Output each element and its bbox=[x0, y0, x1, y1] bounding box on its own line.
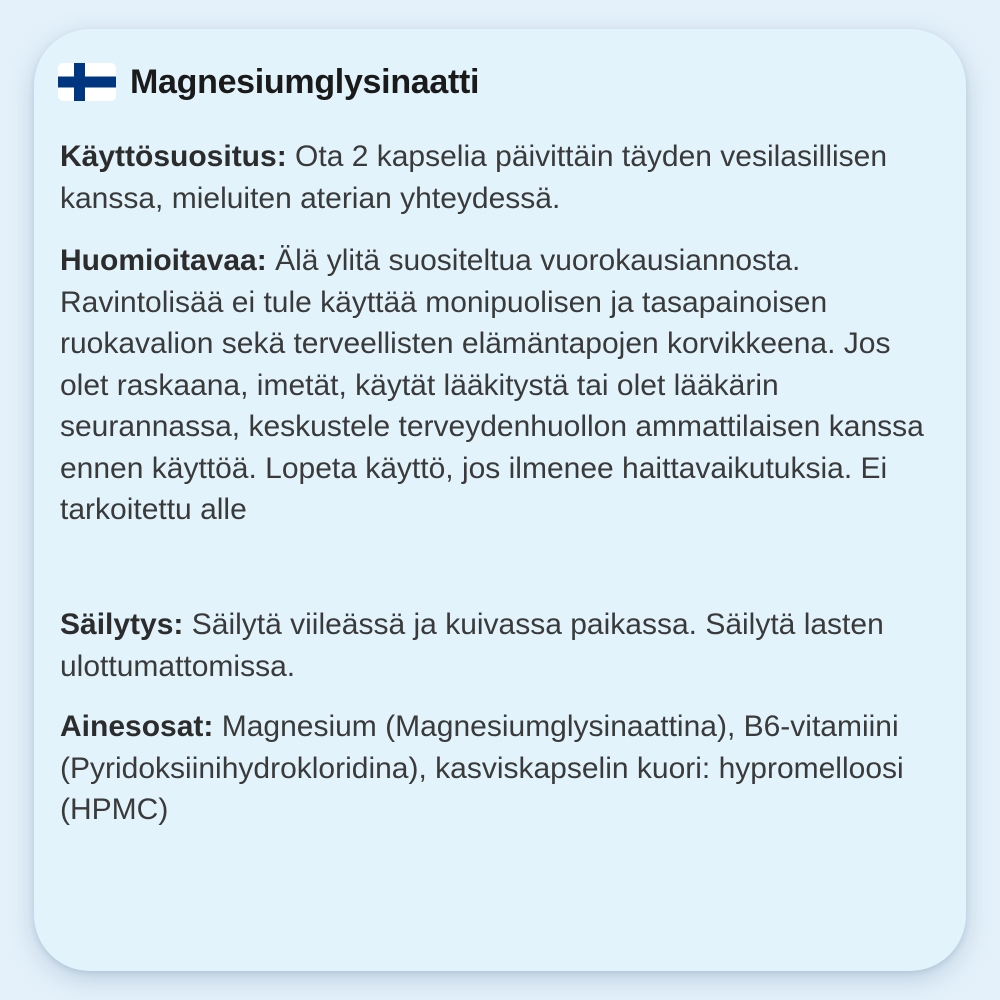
caution-text: Älä ylitä suositeltua vuorokausiannosta. Ravintolisää ei tule käyttää monipuolisen ja tasapainoisen ruokavalion sekä terveellisten elämäntapojen korvikkeena. Jos olet raskaana, imetät, käytät lääkitystä tai olet lääkärin seurannassa, keskustele terveydenhuollon ammattilaisen kanssa ennen käyttöä. Lopeta käyttö, jos ilmenee haittavaikutuksia. Ei tarkoitettu alle bbox=[60, 244, 924, 526]
caution-section bbox=[60, 240, 940, 531]
ingredients-text: Magnesium (Magnesiumglysinaattina), B6-vitamiini (Pyridoksiinihydrokloridina), kasviskapselin kuori: hypromelloosi (HPMC) bbox=[60, 710, 904, 826]
storage-section bbox=[60, 604, 940, 687]
storage-label: Säilytys: bbox=[60, 608, 184, 641]
finland-flag-icon bbox=[58, 63, 116, 101]
product-title: Magnesiumglysinaatti bbox=[130, 62, 480, 101]
storage-text: Säilytä viileässä ja kuivassa paikassa. Säilytä lasten ulottumattomissa. bbox=[60, 608, 884, 683]
ingredients-section bbox=[60, 706, 940, 831]
ingredients-label: Ainesosat: bbox=[60, 710, 214, 743]
usage-text: Ota 2 kapselia päivittäin täyden vesilasillisen kanssa, mieluiten aterian yhteydessä. bbox=[60, 140, 888, 215]
usage-label: Käyttösuositus: bbox=[60, 140, 287, 173]
caution-label: Huomioitavaa: bbox=[60, 244, 267, 277]
card-header bbox=[58, 62, 479, 102]
usage-section bbox=[60, 136, 940, 219]
